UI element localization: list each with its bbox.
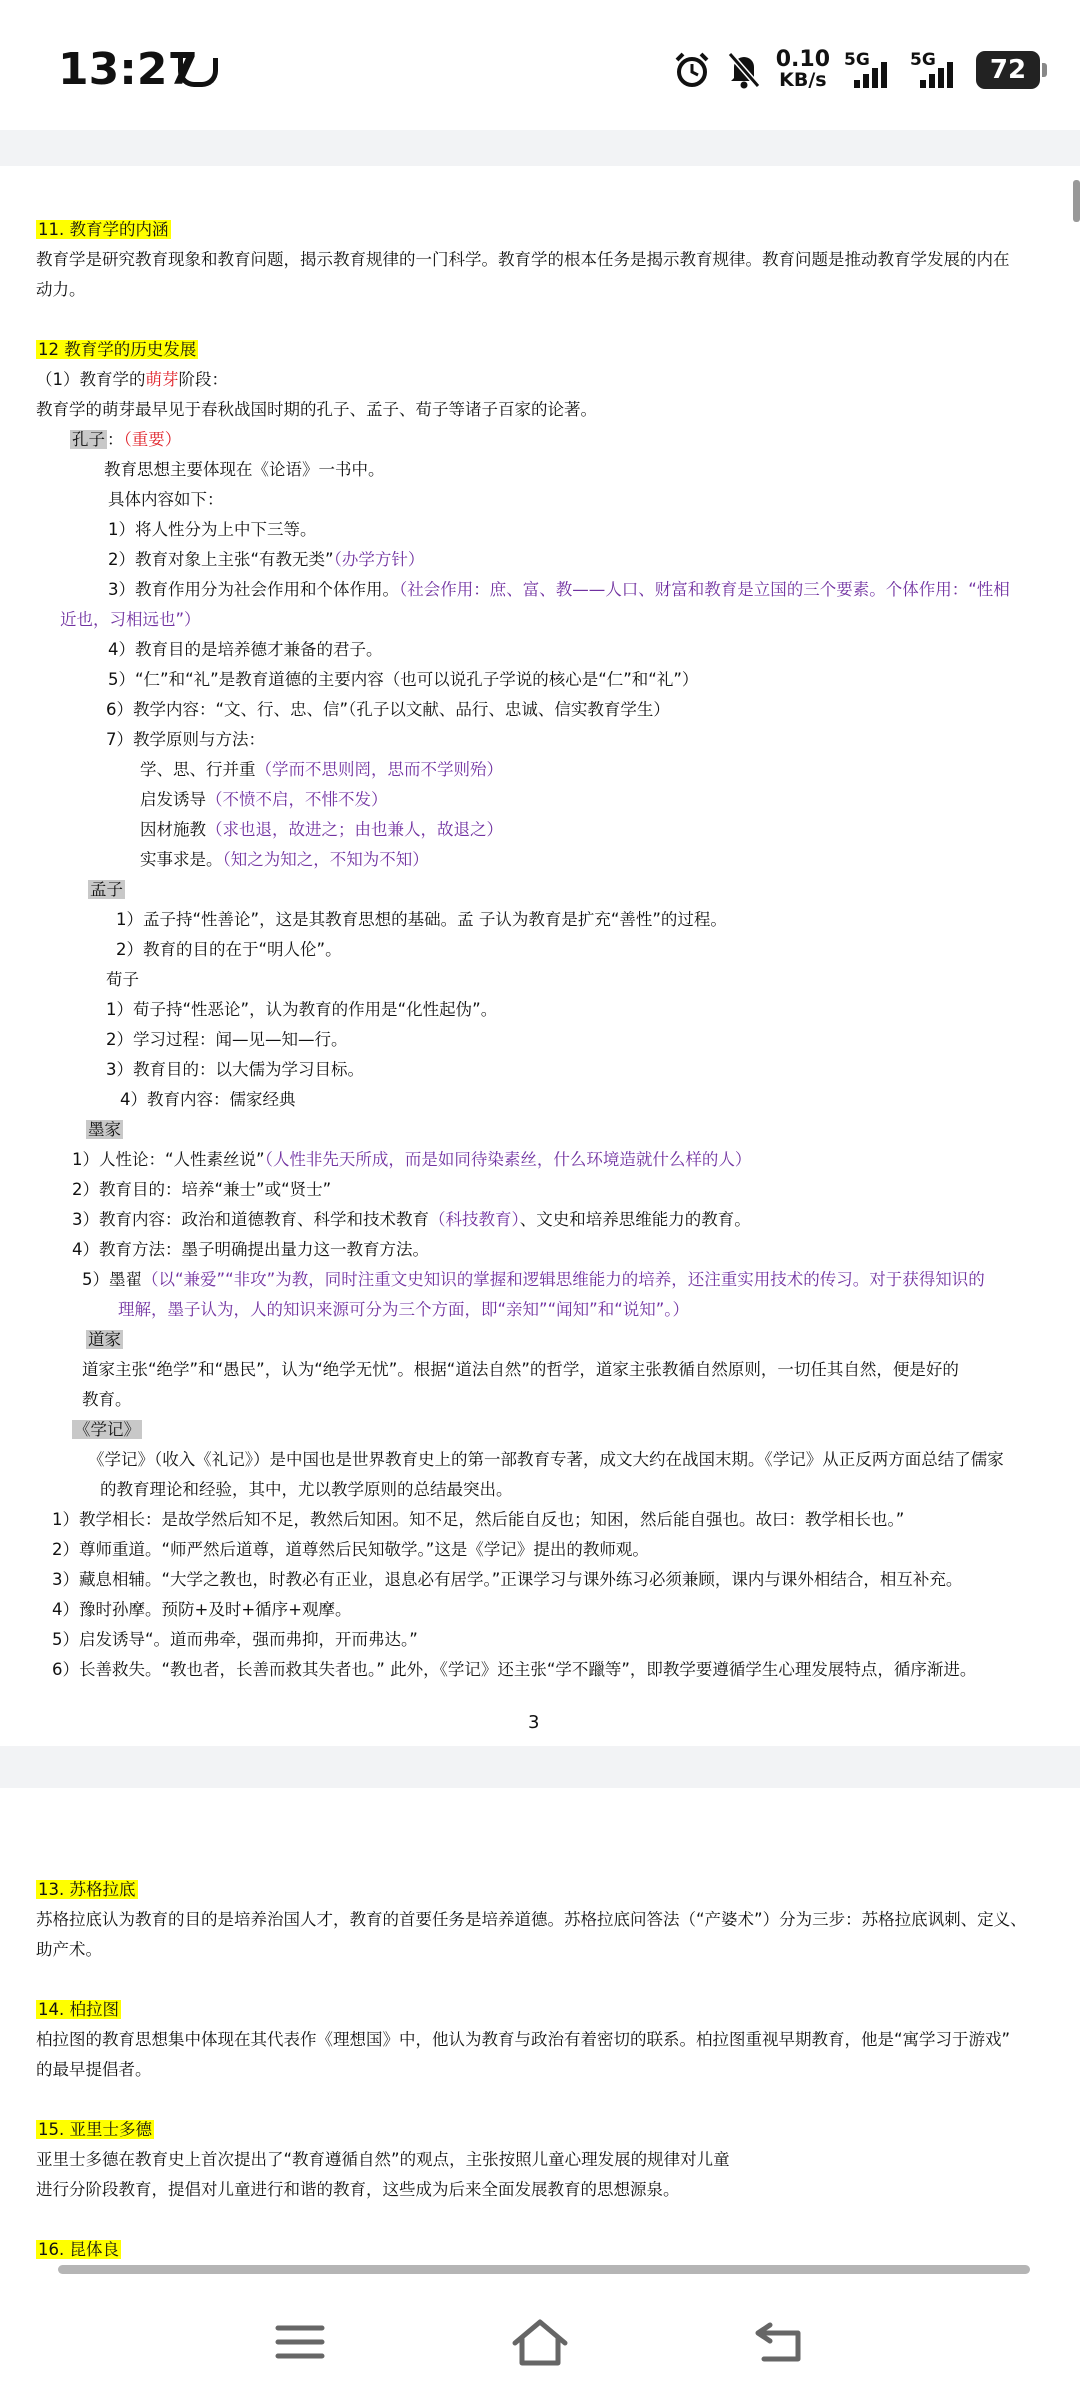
network-speed-value: 0.10 — [775, 47, 830, 72]
paragraph-line: 教育学的萌芽最早见于春秋战国时期的孔子、孟子、荀子等诸子百家的论著。 — [36, 400, 597, 419]
list-item: 2）教育的目的在于“明人伦”。 — [116, 940, 342, 959]
home-button[interactable] — [505, 2307, 575, 2377]
vertical-scrollbar[interactable] — [1073, 180, 1080, 222]
signal-sim1-icon — [844, 50, 896, 90]
signal-sim2-icon — [910, 50, 962, 90]
paragraph-line: 苏格拉底认为教育的目的是培养治国人才，教育的首要任务是培养道德。苏格拉底问答法（“产婆术”）分为三步：苏格拉底讽刺、定义、 — [36, 1910, 1027, 1929]
status-time: 13:27 — [58, 44, 199, 95]
notification-ring-icon — [178, 58, 218, 87]
navigation-bar — [0, 2285, 1080, 2400]
list-item: 6）长善救失。“教也者，长善而救其失者也。” 此外，《学记》还主张“学不躐等”，即教学要遵循学生心理发展特点，循序渐进。 — [52, 1660, 977, 1679]
list-item: 4）教育目的是培养德才兼备的君子。 — [108, 640, 383, 659]
network-speed-unit: KB/s — [779, 69, 827, 91]
list-item: 2）尊师重道。“师严然后道尊，道尊然后民知敬学。”这是《学记》提出的教师观。 — [52, 1540, 649, 1559]
subheading-mohism: 墨家 — [88, 1120, 121, 1139]
list-item: 4）教育内容：儒家经典 — [120, 1090, 296, 1109]
list-item: 1）将人性分为上中下三等。 — [108, 520, 317, 539]
network-speed — [775, 47, 830, 91]
back-button[interactable] — [745, 2307, 815, 2377]
bell-muted-icon — [726, 50, 762, 90]
paragraph-line: 《学记》（收入《礼记》）是中国也是世界教育史上的第一部教育专著，成文大约在战国末期。《学记》从正反两方面总结了儒家 — [88, 1450, 1004, 1469]
menu-icon — [275, 2322, 325, 2362]
list-item: 学、思、行并重（学而不思则罔，思而不学则殆） — [140, 760, 503, 779]
status-icons — [672, 45, 1040, 95]
page-number: 3 — [528, 1712, 540, 1733]
list-item: 实事求是。（知之为知之，不知为不知） — [140, 850, 429, 869]
list-item: 3）教育作用分为社会作用和个体作用。（社会作用：庶、富、教——人口、财富和教育是立国的三个要素。个体作用：“性相 — [108, 580, 1010, 599]
paragraph-line: 亚里士多德在教育史上首次提出了“教育遵循自然”的观点，主张按照儿童心理发展的规律对儿童 — [36, 2150, 730, 2169]
list-item: 因材施教（求也退，故进之；由也兼人，故退之） — [140, 820, 503, 839]
subheading-xueji: 《学记》 — [74, 1420, 140, 1439]
paragraph-line: 助产术。 — [36, 1940, 102, 1959]
list-item: 5）启发诱导“。道而弗牵，强而弗抑，开而弗达。” — [52, 1630, 418, 1649]
sim2-label: 5G — [910, 50, 936, 70]
status-bar — [0, 0, 1080, 130]
subheading-xunzi: 荀子 — [106, 970, 139, 989]
alarm-icon — [672, 50, 712, 90]
list-item: 2）教育目的：培养“兼士”或“贤士” — [72, 1180, 332, 1199]
heading-15: 15. 亚里士多德 — [38, 2120, 152, 2139]
paragraph-line: 教育。 — [82, 1390, 132, 1409]
list-item: 1）人性论：“人性素丝说”（人性非先天所成，而是如同待染素丝，什么环境造就什么样的人） — [72, 1150, 752, 1169]
heading-16: 16. 昆体良 — [38, 2240, 119, 2259]
list-item: 4）教育方法：墨子明确提出量力这一教育方法。 — [72, 1240, 429, 1259]
paragraph-line: 教育思想主要体现在《论语》一书中。 — [104, 460, 385, 479]
list-item: 5）墨翟（以“兼爱”“非攻”为教，同时注重文史知识的掌握和逻辑思维能力的培养，还注重实用技术的传习。对于获得知识的 — [82, 1270, 985, 1289]
document-page-4[interactable] — [0, 1788, 1080, 2288]
menu-button[interactable] — [265, 2307, 335, 2377]
heading-11: 11. 教育学的内涵 — [38, 220, 169, 239]
list-item: 1）教学相长：是故学然后知不足，教然后知困。知不足，然后能自反也；知困，然后能自强也。故曰：教学相长也。” — [52, 1510, 905, 1529]
battery-icon — [976, 51, 1040, 89]
document-page-3[interactable] — [0, 166, 1080, 1746]
home-icon — [510, 2317, 570, 2367]
heading-12: 12 教育学的历史发展 — [38, 340, 197, 359]
battery-level: 72 — [989, 55, 1027, 85]
paragraph-line: 柏拉图的教育思想集中体现在其代表作《理想国》中，他认为教育与政治有着密切的联系。柏拉图重视早期教育，他是“寓学习于游戏” — [36, 2030, 1011, 2049]
back-icon — [752, 2319, 808, 2365]
paragraph-line: 的最早提倡者。 — [36, 2060, 152, 2079]
list-item: 3）藏息相辅。“大学之教也，时教必有正业，退息必有居学。”正课学习与课外练习必须兼顾，课内与课外相结合，相互补充。 — [52, 1570, 963, 1589]
sim1-label: 5G — [844, 50, 870, 70]
list-item: 2）教育对象上主张“有教无类”（办学方针） — [108, 550, 425, 569]
list-item: 7）教学原则与方法： — [106, 730, 265, 749]
list-item: 6）教学内容：“文、行、忠、信”（孔子以文献、品行、忠诚、信实教育学生） — [106, 700, 670, 719]
subheading-taoism: 道家 — [88, 1330, 121, 1349]
list-item: 启发诱导（不愤不启，不悱不发） — [140, 790, 388, 809]
list-item: 3）教育内容：政治和道德教育、科学和技术教育（科技教育）、文史和培养思维能力的教育。 — [72, 1210, 751, 1229]
heading-13: 13. 苏格拉底 — [38, 1880, 136, 1899]
paragraph-line: 教育学是研究教育现象和教育问题，揭示教育规律的一门科学。教育学的根本任务是揭示教育规律。教育问题是推动教育学发展的内在 — [36, 250, 1010, 269]
paragraph-line: 具体内容如下： — [108, 490, 224, 509]
list-item: 1）荀子持“性恶论”，认为教育的作用是“化性起伪”。 — [106, 1000, 498, 1019]
subheading-mencius: 孟子 — [90, 880, 123, 899]
list-item: 4）豫时孙摩。预防+及时+循序+观摩。 — [52, 1600, 352, 1619]
paragraph-line: 进行分阶段教育，提倡对儿童进行和谐的教育，这些成为后来全面发展教育的思想源泉。 — [36, 2180, 680, 2199]
list-item: 2）学习过程：闻—见—知—行。 — [106, 1030, 348, 1049]
list-item: 3）教育目的：以大儒为学习目标。 — [106, 1060, 364, 1079]
paragraph-line: （1）教育学的萌芽阶段： — [36, 370, 228, 389]
list-item: 1）孟子持“性善论”，这是其教育思想的基础。孟 子认为教育是扩充“善性”的过程。 — [116, 910, 727, 929]
list-item: 近也，习相远也”） — [60, 610, 201, 629]
horizontal-scrollbar[interactable] — [58, 2265, 1030, 2274]
subheading-confucius: 孔子 ：（重要） — [72, 430, 182, 449]
list-item: 理解，墨子认为，人的知识来源可分为三个方面，即“亲知”“闻知”和“说知”。） — [118, 1300, 690, 1319]
paragraph-line: 的教育理论和经验，其中，尤以教学原则的总结最突出。 — [100, 1480, 513, 1499]
heading-14: 14. 柏拉图 — [38, 2000, 119, 2019]
list-item: 5）“仁”和“礼”是教育道德的主要内容（也可以说孔子学说的核心是“仁”和“礼”） — [108, 670, 699, 689]
paragraph-line: 动力。 — [36, 280, 86, 299]
paragraph-line: 道家主张“绝学”和“愚民”，认为“绝学无忧”。根据“道法自然”的哲学，道家主张教循自然原则，一切任其自然，便是好的 — [82, 1360, 959, 1379]
